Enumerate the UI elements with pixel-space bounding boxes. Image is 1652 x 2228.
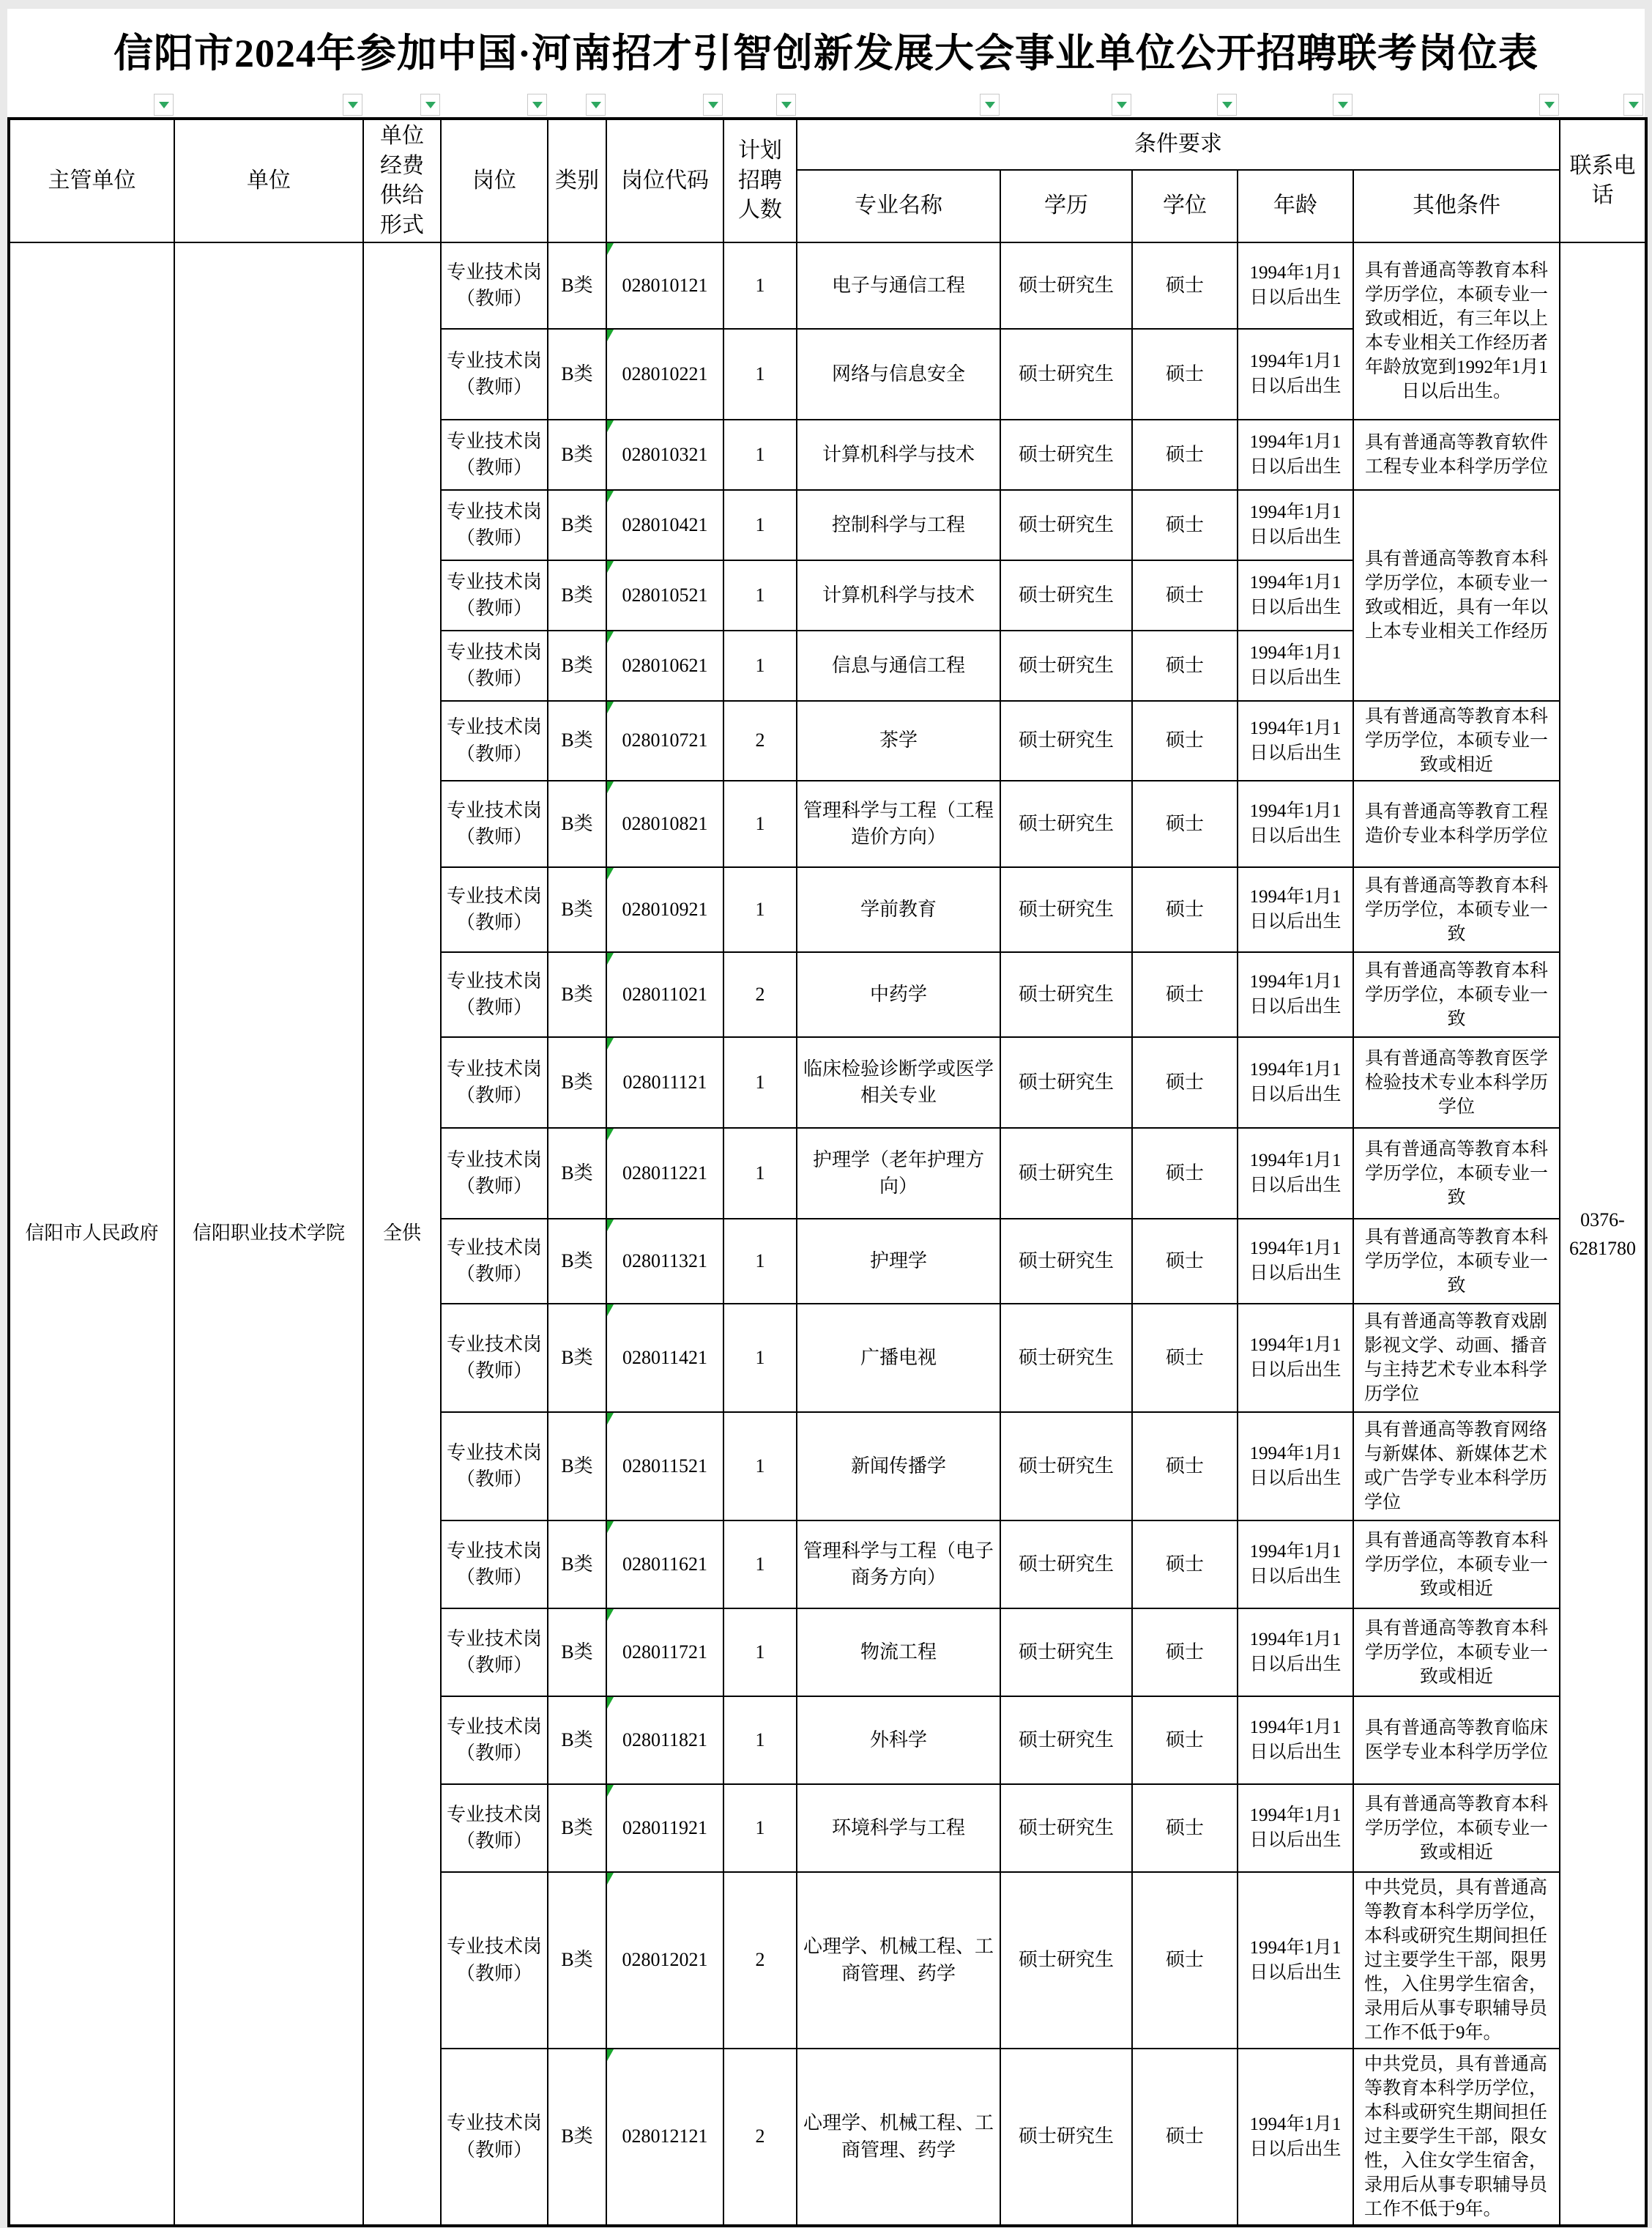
cell-education: 硕士研究生 bbox=[1000, 631, 1132, 701]
code-format-indicator-icon bbox=[607, 1609, 614, 1621]
cell-degree: 硕士 bbox=[1132, 2049, 1238, 2226]
code-format-indicator-icon bbox=[607, 1129, 614, 1140]
cell-degree: 硕士 bbox=[1132, 1696, 1238, 1784]
job-code: 028010521 bbox=[622, 584, 708, 606]
cell-degree: 硕士 bbox=[1132, 1520, 1238, 1608]
cell-post: 专业技术岗（教师） bbox=[441, 867, 548, 952]
cell-other: 具有普通高等教育软件工程专业本科学历学位 bbox=[1353, 420, 1560, 490]
cell-count: 1 bbox=[723, 1412, 797, 1520]
cell-post: 专业技术岗（教师） bbox=[441, 1608, 548, 1696]
filter-dropdown-icon bbox=[781, 102, 792, 108]
cell-education: 硕士研究生 bbox=[1000, 329, 1132, 420]
header-education: 学历 bbox=[1000, 170, 1132, 242]
cell-education: 硕士研究生 bbox=[1000, 1037, 1132, 1128]
filter-dropdown-icon bbox=[532, 102, 543, 108]
cell-code bbox=[606, 1696, 723, 1784]
cell-major: 新闻传播学 bbox=[797, 1412, 1000, 1520]
cell-count: 1 bbox=[723, 1784, 797, 1872]
column-filter-button[interactable] bbox=[1539, 94, 1559, 116]
filter-dropdown-icon bbox=[1117, 102, 1127, 108]
cell-code bbox=[606, 1037, 723, 1128]
cell-other: 中共党员，具有普通高等教育本科学历学位，本科或研究生期间担任过主要学生干部，限女性，入住女学生宿舍，录用后从事专职辅导员工作不低于9年。 bbox=[1353, 2049, 1560, 2226]
cell-degree: 硕士 bbox=[1132, 329, 1238, 420]
spreadsheet bbox=[7, 9, 1645, 2227]
cell-category: B类 bbox=[548, 1219, 606, 1304]
cell-count: 2 bbox=[723, 952, 797, 1037]
code-format-indicator-icon bbox=[607, 1785, 614, 1797]
code-format-indicator-icon bbox=[607, 2049, 614, 2061]
cell-count: 1 bbox=[723, 631, 797, 701]
code-format-indicator-icon bbox=[607, 1413, 614, 1425]
filter-dropdown-icon bbox=[1544, 102, 1555, 108]
cell-major: 环境科学与工程 bbox=[797, 1784, 1000, 1872]
cell-other: 具有普通高等教育本科学历学位，本硕专业一致或相近 bbox=[1353, 1784, 1560, 1872]
cell-category: B类 bbox=[548, 490, 606, 560]
job-code: 028011321 bbox=[622, 1249, 708, 1271]
cell-age: 1994年1月1日以后出生 bbox=[1238, 867, 1353, 952]
cell-education: 硕士研究生 bbox=[1000, 1412, 1132, 1520]
cell-code bbox=[606, 1219, 723, 1304]
cell-count: 1 bbox=[723, 242, 797, 329]
cell-degree: 硕士 bbox=[1132, 952, 1238, 1037]
cell-degree: 硕士 bbox=[1132, 1784, 1238, 1872]
column-filter-button[interactable] bbox=[703, 94, 723, 116]
cell-degree: 硕士 bbox=[1132, 560, 1238, 631]
cell-category: B类 bbox=[548, 1608, 606, 1696]
cell-other: 中共党员，具有普通高等教育本科学历学位，本科或研究生期间担任过主要学生干部，限男性，入住男学生宿舍，录用后从事专职辅导员工作不低于9年。 bbox=[1353, 1872, 1560, 2049]
cell-count: 1 bbox=[723, 329, 797, 420]
cell-education: 硕士研究生 bbox=[1000, 781, 1132, 867]
cell-post: 专业技术岗（教师） bbox=[441, 2049, 548, 2226]
cell-count: 1 bbox=[723, 420, 797, 490]
header-count: 计划招聘人数 bbox=[723, 119, 797, 242]
cell-category: B类 bbox=[548, 631, 606, 701]
cell-count: 2 bbox=[723, 701, 797, 781]
cell-count: 1 bbox=[723, 1304, 797, 1412]
cell-degree: 硕士 bbox=[1132, 1608, 1238, 1696]
table-row bbox=[9, 242, 1646, 329]
cell-major: 电子与通信工程 bbox=[797, 242, 1000, 329]
cell-age: 1994年1月1日以后出生 bbox=[1238, 242, 1353, 329]
cell-age: 1994年1月1日以后出生 bbox=[1238, 1219, 1353, 1304]
cell-code bbox=[606, 2049, 723, 2226]
cell-category: B类 bbox=[548, 1412, 606, 1520]
cell-major: 茶学 bbox=[797, 701, 1000, 781]
cell-code bbox=[606, 242, 723, 329]
cell-other: 具有普通高等教育医学检验技术专业本科学历学位 bbox=[1353, 1037, 1560, 1128]
cell-category: B类 bbox=[548, 1128, 606, 1219]
filter-dropdown-icon bbox=[1338, 102, 1348, 108]
cell-age: 1994年1月1日以后出生 bbox=[1238, 781, 1353, 867]
column-filter-button[interactable] bbox=[1623, 94, 1643, 116]
cell-category: B类 bbox=[548, 1037, 606, 1128]
cell-category: B类 bbox=[548, 867, 606, 952]
cell-post: 专业技术岗（教师） bbox=[441, 781, 548, 867]
job-code: 028011221 bbox=[622, 1162, 708, 1184]
header-requirements: 条件要求 bbox=[797, 119, 1560, 170]
cell-major: 护理学（老年护理方向） bbox=[797, 1128, 1000, 1219]
cell-post: 专业技术岗（教师） bbox=[441, 420, 548, 490]
cell-category: B类 bbox=[548, 1304, 606, 1412]
code-format-indicator-icon bbox=[607, 1873, 614, 1884]
cell-education: 硕士研究生 bbox=[1000, 1520, 1132, 1608]
cell-post: 专业技术岗（教师） bbox=[441, 1304, 548, 1412]
cell-education: 硕士研究生 bbox=[1000, 1128, 1132, 1219]
filter-dropdown-icon bbox=[591, 102, 601, 108]
cell-education: 硕士研究生 bbox=[1000, 1608, 1132, 1696]
cell-education: 硕士研究生 bbox=[1000, 420, 1132, 490]
column-filter-button[interactable] bbox=[1333, 94, 1353, 116]
cell-category: B类 bbox=[548, 329, 606, 420]
cell-major: 计算机科学与技术 bbox=[797, 560, 1000, 631]
code-format-indicator-icon bbox=[607, 631, 614, 643]
filter-dropdown-icon bbox=[159, 102, 169, 108]
cell-degree: 硕士 bbox=[1132, 1037, 1238, 1128]
cell-major: 临床检验诊断学或医学相关专业 bbox=[797, 1037, 1000, 1128]
column-filter-button[interactable] bbox=[1217, 94, 1237, 116]
cell-count: 1 bbox=[723, 1037, 797, 1128]
cell-funding: 全供 bbox=[363, 242, 441, 2226]
code-format-indicator-icon bbox=[607, 330, 614, 341]
cell-major: 护理学 bbox=[797, 1219, 1000, 1304]
cell-code bbox=[606, 1412, 723, 1520]
cell-major: 管理科学与工程（电子商务方向） bbox=[797, 1520, 1000, 1608]
header-phone: 联系电话 bbox=[1560, 119, 1646, 242]
cell-post: 专业技术岗（教师） bbox=[441, 631, 548, 701]
cell-post: 专业技术岗（教师） bbox=[441, 1412, 548, 1520]
cell-count: 1 bbox=[723, 490, 797, 560]
cell-post: 专业技术岗（教师） bbox=[441, 1219, 548, 1304]
job-code: 028010821 bbox=[622, 812, 708, 834]
cell-count: 1 bbox=[723, 1696, 797, 1784]
cell-category: B类 bbox=[548, 1520, 606, 1608]
header-major: 专业名称 bbox=[797, 170, 1000, 242]
cell-major: 外科学 bbox=[797, 1696, 1000, 1784]
cell-other: 具有普通高等教育戏剧影视文学、动画、播音与主持艺术专业本科学历学位 bbox=[1353, 1304, 1560, 1412]
cell-degree: 硕士 bbox=[1132, 781, 1238, 867]
filter-dropdown-icon bbox=[708, 102, 718, 108]
cell-other: 具有普通高等教育网络与新媒体、新媒体艺术或广告学专业本科学历学位 bbox=[1353, 1412, 1560, 1520]
header-other: 其他条件 bbox=[1353, 170, 1560, 242]
cell-other: 具有普通高等教育本科学历学位，本硕专业一致或相近 bbox=[1353, 1520, 1560, 1608]
cell-count: 2 bbox=[723, 1872, 797, 2049]
filter-dropdown-icon bbox=[985, 102, 995, 108]
cell-category: B类 bbox=[548, 560, 606, 631]
cell-other: 具有普通高等教育本科学历学位，本硕专业一致 bbox=[1353, 867, 1560, 952]
filter-dropdown-icon bbox=[348, 102, 358, 108]
job-code: 028010121 bbox=[622, 274, 708, 296]
cell-other: 具有普通高等教育本科学历学位，本硕专业一致或相近，具有一年以上本专业相关工作经历 bbox=[1353, 490, 1560, 701]
cell-major: 物流工程 bbox=[797, 1608, 1000, 1696]
cell-education: 硕士研究生 bbox=[1000, 1696, 1132, 1784]
header-post: 岗位 bbox=[441, 119, 548, 242]
cell-count: 1 bbox=[723, 1219, 797, 1304]
cell-code bbox=[606, 867, 723, 952]
job-code: 028011721 bbox=[622, 1641, 708, 1663]
code-format-indicator-icon bbox=[607, 1038, 614, 1050]
cell-age: 1994年1月1日以后出生 bbox=[1238, 1037, 1353, 1128]
code-format-indicator-icon bbox=[607, 1521, 614, 1533]
cell-post: 专业技术岗（教师） bbox=[441, 701, 548, 781]
cell-code bbox=[606, 781, 723, 867]
header-unit: 单位 bbox=[174, 119, 363, 242]
cell-age: 1994年1月1日以后出生 bbox=[1238, 1696, 1353, 1784]
cell-count: 2 bbox=[723, 2049, 797, 2226]
cell-degree: 硕士 bbox=[1132, 1412, 1238, 1520]
job-code: 028010721 bbox=[622, 729, 708, 751]
cell-code bbox=[606, 701, 723, 781]
cell-major: 心理学、机械工程、工商管理、药学 bbox=[797, 1872, 1000, 2049]
cell-post: 专业技术岗（教师） bbox=[441, 952, 548, 1037]
cell-post: 专业技术岗（教师） bbox=[441, 1037, 548, 1128]
cell-major: 计算机科学与技术 bbox=[797, 420, 1000, 490]
cell-code bbox=[606, 1520, 723, 1608]
cell-degree: 硕士 bbox=[1132, 701, 1238, 781]
code-format-indicator-icon bbox=[607, 868, 614, 880]
cell-code bbox=[606, 1784, 723, 1872]
cell-education: 硕士研究生 bbox=[1000, 1872, 1132, 2049]
cell-major: 网络与信息安全 bbox=[797, 329, 1000, 420]
cell-education: 硕士研究生 bbox=[1000, 952, 1132, 1037]
job-code: 028012121 bbox=[622, 2125, 708, 2147]
cell-phone: 0376-6281780 bbox=[1560, 242, 1646, 2226]
cell-count: 1 bbox=[723, 1520, 797, 1608]
cell-category: B类 bbox=[548, 242, 606, 329]
code-format-indicator-icon bbox=[607, 561, 614, 573]
column-filter-button[interactable] bbox=[980, 94, 1000, 116]
cell-education: 硕士研究生 bbox=[1000, 1784, 1132, 1872]
header-funding: 单位经费供给形式 bbox=[363, 119, 441, 242]
cell-code bbox=[606, 490, 723, 560]
job-code: 028010321 bbox=[622, 443, 708, 465]
cell-post: 专业技术岗（教师） bbox=[441, 1872, 548, 2049]
cell-major: 信息与通信工程 bbox=[797, 631, 1000, 701]
column-filter-button[interactable] bbox=[527, 94, 547, 116]
cell-degree: 硕士 bbox=[1132, 242, 1238, 329]
cell-major: 心理学、机械工程、工商管理、药学 bbox=[797, 2049, 1000, 2226]
code-format-indicator-icon bbox=[607, 702, 614, 713]
cell-age: 1994年1月1日以后出生 bbox=[1238, 1784, 1353, 1872]
cell-age: 1994年1月1日以后出生 bbox=[1238, 420, 1353, 490]
cell-age: 1994年1月1日以后出生 bbox=[1238, 490, 1353, 560]
cell-major: 管理科学与工程（工程造价方向） bbox=[797, 781, 1000, 867]
cell-other: 具有普通高等教育本科学历学位，本硕专业一致或相近 bbox=[1353, 1608, 1560, 1696]
job-code: 028011421 bbox=[622, 1346, 708, 1368]
job-code: 028010621 bbox=[622, 654, 708, 676]
cell-other: 具有普通高等教育工程造价专业本科学历学位 bbox=[1353, 781, 1560, 867]
cell-post: 专业技术岗（教师） bbox=[441, 242, 548, 329]
code-format-indicator-icon bbox=[607, 781, 614, 793]
cell-category: B类 bbox=[548, 952, 606, 1037]
code-format-indicator-icon bbox=[607, 1304, 614, 1316]
filter-dropdown-icon bbox=[1222, 102, 1232, 108]
cell-degree: 硕士 bbox=[1132, 1304, 1238, 1412]
cell-post: 专业技术岗（教师） bbox=[441, 1784, 548, 1872]
job-code: 028011821 bbox=[622, 1728, 708, 1750]
cell-unit: 信阳职业技术学院 bbox=[174, 242, 363, 2226]
cell-other: 具有普通高等教育临床医学专业本科学历学位 bbox=[1353, 1696, 1560, 1784]
cell-post: 专业技术岗（教师） bbox=[441, 490, 548, 560]
cell-major: 控制科学与工程 bbox=[797, 490, 1000, 560]
filter-row bbox=[7, 91, 1645, 117]
cell-age: 1994年1月1日以后出生 bbox=[1238, 1304, 1353, 1412]
cell-code bbox=[606, 1304, 723, 1412]
job-code: 028011521 bbox=[622, 1455, 708, 1477]
cell-education: 硕士研究生 bbox=[1000, 490, 1132, 560]
cell-education: 硕士研究生 bbox=[1000, 242, 1132, 329]
cell-age: 1994年1月1日以后出生 bbox=[1238, 1872, 1353, 2049]
cell-education: 硕士研究生 bbox=[1000, 2049, 1132, 2226]
header-degree: 学位 bbox=[1132, 170, 1238, 242]
filter-dropdown-icon bbox=[425, 102, 436, 108]
column-filter-button[interactable] bbox=[343, 94, 362, 116]
cell-category: B类 bbox=[548, 420, 606, 490]
cell-age: 1994年1月1日以后出生 bbox=[1238, 1412, 1353, 1520]
cell-age: 1994年1月1日以后出生 bbox=[1238, 631, 1353, 701]
cell-age: 1994年1月1日以后出生 bbox=[1238, 1128, 1353, 1219]
cell-other: 具有普通高等教育本科学历学位，本硕专业一致或相近 bbox=[1353, 701, 1560, 781]
cell-degree: 硕士 bbox=[1132, 1219, 1238, 1304]
cell-code bbox=[606, 952, 723, 1037]
cell-count: 1 bbox=[723, 560, 797, 631]
cell-code bbox=[606, 420, 723, 490]
cell-age: 1994年1月1日以后出生 bbox=[1238, 560, 1353, 631]
job-code: 028011921 bbox=[622, 1816, 708, 1838]
header-supervisor: 主管单位 bbox=[9, 119, 174, 242]
job-code: 028011021 bbox=[622, 983, 708, 1005]
cell-age: 1994年1月1日以后出生 bbox=[1238, 1608, 1353, 1696]
cell-category: B类 bbox=[548, 1784, 606, 1872]
cell-post: 专业技术岗（教师） bbox=[441, 329, 548, 420]
cell-education: 硕士研究生 bbox=[1000, 701, 1132, 781]
cell-category: B类 bbox=[548, 1696, 606, 1784]
filter-dropdown-icon bbox=[1629, 102, 1639, 108]
cell-code bbox=[606, 1608, 723, 1696]
cell-education: 硕士研究生 bbox=[1000, 867, 1132, 952]
cell-post: 专业技术岗（教师） bbox=[441, 1128, 548, 1219]
cell-code bbox=[606, 560, 723, 631]
code-format-indicator-icon bbox=[607, 953, 614, 965]
cell-major: 中药学 bbox=[797, 952, 1000, 1037]
code-format-indicator-icon bbox=[607, 243, 614, 255]
job-code: 028012021 bbox=[622, 1949, 708, 1971]
cell-degree: 硕士 bbox=[1132, 631, 1238, 701]
cell-degree: 硕士 bbox=[1132, 1872, 1238, 2049]
cell-category: B类 bbox=[548, 1872, 606, 2049]
column-filter-button[interactable] bbox=[1112, 94, 1131, 116]
cell-degree: 硕士 bbox=[1132, 1128, 1238, 1219]
job-code: 028010921 bbox=[622, 898, 708, 920]
cell-code bbox=[606, 631, 723, 701]
cell-age: 1994年1月1日以后出生 bbox=[1238, 329, 1353, 420]
cell-major: 广播电视 bbox=[797, 1304, 1000, 1412]
cell-post: 专业技术岗（教师） bbox=[441, 1696, 548, 1784]
column-filter-button[interactable] bbox=[586, 94, 606, 116]
code-format-indicator-icon bbox=[607, 1219, 614, 1231]
page-title: 信阳市2024年参加中国·河南招才引智创新发展大会事业单位公开招聘联考岗位表 bbox=[113, 31, 1538, 75]
cell-category: B类 bbox=[548, 701, 606, 781]
cell-age: 1994年1月1日以后出生 bbox=[1238, 2049, 1353, 2226]
cell-degree: 硕士 bbox=[1132, 867, 1238, 952]
cell-code bbox=[606, 329, 723, 420]
header-code: 岗位代码 bbox=[606, 119, 723, 242]
cell-age: 1994年1月1日以后出生 bbox=[1238, 1520, 1353, 1608]
cell-supervisor: 信阳市人民政府 bbox=[9, 242, 174, 2226]
cell-count: 1 bbox=[723, 1128, 797, 1219]
table-header bbox=[9, 119, 1646, 242]
cell-category: B类 bbox=[548, 2049, 606, 2226]
cell-education: 硕士研究生 bbox=[1000, 1304, 1132, 1412]
code-format-indicator-icon bbox=[607, 420, 614, 432]
job-code: 028011121 bbox=[622, 1071, 707, 1093]
cell-age: 1994年1月1日以后出生 bbox=[1238, 701, 1353, 781]
job-code: 028010221 bbox=[622, 363, 708, 385]
cell-education: 硕士研究生 bbox=[1000, 560, 1132, 631]
cell-major: 学前教育 bbox=[797, 867, 1000, 952]
code-format-indicator-icon bbox=[607, 491, 614, 502]
cell-code bbox=[606, 1128, 723, 1219]
job-code: 028011621 bbox=[622, 1553, 708, 1575]
cell-other: 具有普通高等教育本科学历学位，本硕专业一致或相近，有三年以上本专业相关工作经历者年龄放宽到1992年1月1日以后出生。 bbox=[1353, 242, 1560, 420]
job-code: 028010421 bbox=[622, 513, 708, 535]
cell-other: 具有普通高等教育本科学历学位，本硕专业一致 bbox=[1353, 952, 1560, 1037]
cell-degree: 硕士 bbox=[1132, 420, 1238, 490]
cell-count: 1 bbox=[723, 867, 797, 952]
cell-age: 1994年1月1日以后出生 bbox=[1238, 952, 1353, 1037]
job-table bbox=[7, 117, 1648, 2227]
cell-category: B类 bbox=[548, 781, 606, 867]
code-format-indicator-icon bbox=[607, 1697, 614, 1709]
cell-post: 专业技术岗（教师） bbox=[441, 560, 548, 631]
cell-education: 硕士研究生 bbox=[1000, 1219, 1132, 1304]
header-category: 类别 bbox=[548, 119, 606, 242]
cell-post: 专业技术岗（教师） bbox=[441, 1520, 548, 1608]
column-filter-button[interactable] bbox=[154, 94, 174, 116]
cell-count: 1 bbox=[723, 781, 797, 867]
cell-other: 具有普通高等教育本科学历学位，本硕专业一致 bbox=[1353, 1219, 1560, 1304]
header-age: 年龄 bbox=[1238, 170, 1353, 242]
column-filter-button[interactable] bbox=[776, 94, 796, 116]
cell-degree: 硕士 bbox=[1132, 490, 1238, 560]
cell-other: 具有普通高等教育本科学历学位，本硕专业一致 bbox=[1353, 1128, 1560, 1219]
cell-code bbox=[606, 1872, 723, 2049]
column-filter-button[interactable] bbox=[420, 94, 440, 116]
cell-count: 1 bbox=[723, 1608, 797, 1696]
